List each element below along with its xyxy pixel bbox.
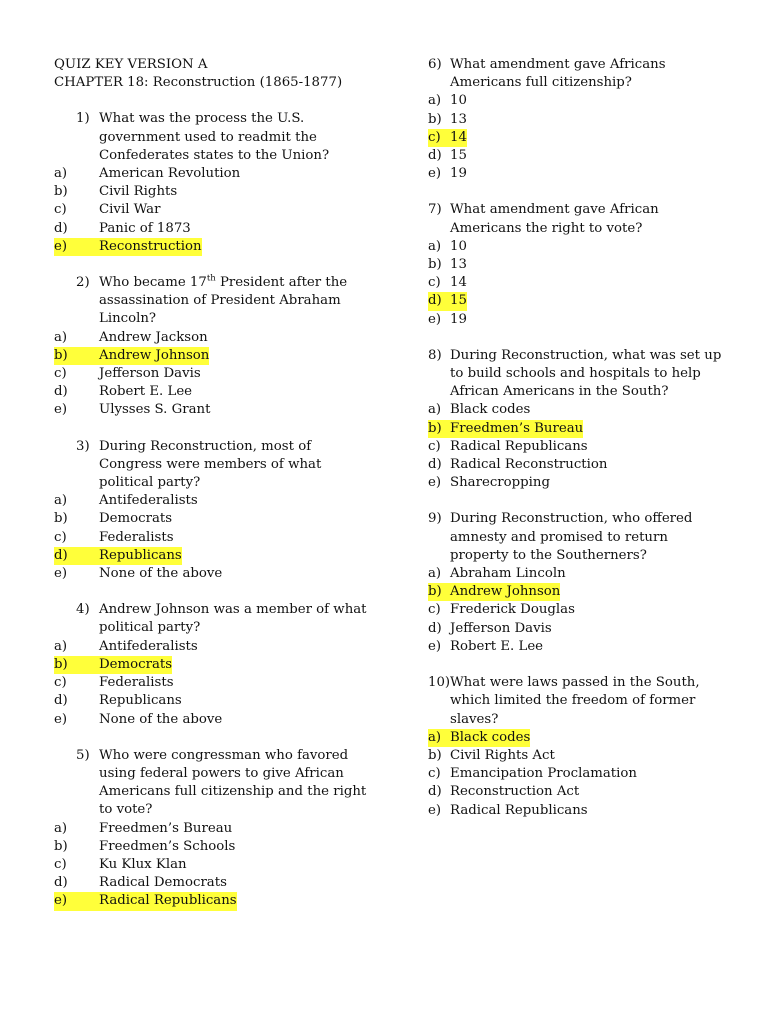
- question-text: [99, 110, 329, 165]
- question-6: [428, 56, 728, 183]
- answer-option: [428, 256, 728, 274]
- option-letter: d): [428, 148, 442, 164]
- option-text: Radical Democrats: [99, 875, 227, 891]
- question-7: [428, 201, 728, 328]
- answer-option-correct: [54, 238, 374, 256]
- question-text-line: Who were congressman who favored: [99, 747, 349, 763]
- option-letter: d): [54, 384, 68, 400]
- option-letter: c): [428, 602, 441, 618]
- question-text: [450, 347, 721, 402]
- option-letter: a): [428, 566, 442, 582]
- right-column: [428, 56, 728, 838]
- option-letter: b): [54, 184, 68, 200]
- answer-content: [428, 92, 467, 110]
- question-number: 4): [76, 602, 90, 618]
- question-text: [99, 601, 367, 637]
- option-letter: a): [54, 638, 68, 654]
- answer-content: [428, 565, 566, 583]
- answer-content: [54, 692, 182, 710]
- option-letter: a): [54, 166, 68, 182]
- option-letter: c): [428, 129, 441, 145]
- option-letter: c): [428, 275, 441, 291]
- option-letter: b): [428, 584, 442, 600]
- option-text: 14: [450, 129, 467, 145]
- question-text-line: Americans full citizenship?: [450, 75, 632, 91]
- option-text: Andrew Johnson: [450, 584, 561, 600]
- answer-option: [54, 401, 374, 419]
- option-text: Civil Rights Act: [450, 747, 555, 763]
- option-letter: a): [428, 93, 442, 109]
- question-text: [450, 56, 666, 92]
- question-stem: [428, 347, 728, 402]
- answer-content: [54, 874, 227, 892]
- answer-content: [54, 492, 198, 510]
- answer-option: [428, 456, 728, 474]
- option-text: Radical Reconstruction: [450, 457, 608, 473]
- answer-option: [54, 220, 374, 238]
- question-text-line: using federal powers to give African: [99, 765, 344, 781]
- option-letter: b): [428, 420, 442, 436]
- question-text: [450, 674, 700, 729]
- option-letter: d): [54, 875, 68, 891]
- option-text: None of the above: [99, 711, 223, 727]
- option-text: Republicans: [99, 693, 182, 709]
- question-9: [428, 510, 728, 656]
- question-stem: [428, 510, 728, 565]
- question-stem: [428, 201, 728, 237]
- answer-content: [54, 711, 222, 729]
- question-number: 3): [76, 438, 90, 454]
- option-text: Republicans: [99, 547, 182, 563]
- question-text-line: Americans full citizenship and the right: [99, 784, 367, 800]
- answer-option: [428, 238, 728, 256]
- left-column: [54, 56, 374, 929]
- question-text-line: assassination of President Abraham: [99, 293, 341, 309]
- answer-option: [54, 856, 374, 874]
- option-letter: d): [428, 293, 442, 309]
- answer-highlight: [428, 292, 467, 310]
- question-1: [54, 110, 374, 256]
- answer-option: [54, 638, 374, 656]
- answer-option: [428, 274, 728, 292]
- question-number: 5): [76, 747, 90, 763]
- option-letter: e): [428, 166, 442, 182]
- question-text-line: What were laws passed in the South,: [450, 675, 700, 691]
- answer-content: [428, 765, 637, 783]
- question-text-line: African Americans in the South?: [450, 384, 669, 400]
- option-letter: e): [428, 638, 442, 654]
- answer-content: [428, 311, 467, 329]
- question-text: [450, 201, 659, 237]
- answer-option-correct: [54, 892, 374, 910]
- option-text: Ku Klux Klan: [99, 856, 187, 872]
- answer-content: [54, 510, 172, 528]
- option-letter: a): [428, 402, 442, 418]
- question-number: 7): [428, 202, 442, 218]
- answer-option: [54, 692, 374, 710]
- answer-option: [54, 874, 374, 892]
- quiz-header: [54, 56, 374, 92]
- answer-content: [428, 474, 550, 492]
- answer-content: [54, 820, 232, 838]
- question-stem: [54, 274, 374, 329]
- answer-option: [54, 365, 374, 383]
- answer-content: [428, 747, 555, 765]
- option-letter: a): [428, 729, 442, 745]
- answer-option: [428, 601, 728, 619]
- option-text: Freedmen’s Schools: [99, 838, 236, 854]
- option-letter: d): [428, 457, 442, 473]
- option-text: Civil Rights: [99, 184, 178, 200]
- question-3: [54, 438, 374, 584]
- option-text: Jefferson Davis: [99, 366, 201, 382]
- answer-option: [428, 783, 728, 801]
- question-number: 8): [428, 347, 442, 363]
- answer-option: [54, 529, 374, 547]
- answer-option-correct: [428, 583, 728, 601]
- question-text-line: to build schools and hospitals to help: [450, 366, 701, 382]
- option-letter: c): [428, 766, 441, 782]
- option-text: Federalists: [99, 529, 174, 545]
- question-text-line: What amendment gave African: [450, 202, 659, 218]
- option-text: Radical Republicans: [450, 802, 588, 818]
- option-text: American Revolution: [99, 166, 241, 182]
- answer-content: [54, 201, 160, 219]
- option-text: Andrew Johnson: [99, 347, 210, 363]
- question-stem: [428, 56, 728, 92]
- answer-highlight: [428, 129, 467, 147]
- question-10: [428, 674, 728, 820]
- option-letter: e): [54, 402, 68, 418]
- answer-option: [54, 820, 374, 838]
- option-text: Reconstruction: [99, 238, 202, 254]
- answer-highlight: [54, 892, 237, 910]
- answer-content: [428, 401, 530, 419]
- option-text: Ulysses S. Grant: [99, 402, 211, 418]
- option-letter: a): [428, 238, 442, 254]
- answer-option: [428, 165, 728, 183]
- question-text-line: What amendment gave Africans: [450, 57, 666, 72]
- chapter-title: CHAPTER 18: Reconstruction (1865-1877): [54, 75, 343, 91]
- answer-content: [428, 601, 575, 619]
- answer-option: [428, 620, 728, 638]
- option-text: Andrew Jackson: [99, 329, 208, 345]
- question-8: [428, 347, 728, 493]
- option-text: Robert E. Lee: [450, 638, 544, 654]
- answer-option: [428, 474, 728, 492]
- answer-content: [428, 456, 607, 474]
- answer-option: [428, 92, 728, 110]
- answer-content: [54, 638, 198, 656]
- answer-content: [428, 238, 467, 256]
- answer-highlight: [54, 238, 202, 256]
- option-letter: c): [54, 856, 67, 872]
- option-letter: c): [54, 202, 67, 218]
- option-text: Democrats: [99, 511, 173, 527]
- answer-option: [428, 438, 728, 456]
- answer-option: [54, 201, 374, 219]
- answer-option: [54, 674, 374, 692]
- answer-content: [428, 165, 467, 183]
- option-letter: b): [54, 656, 68, 672]
- question-text: [99, 438, 321, 493]
- answer-option: [54, 492, 374, 510]
- option-letter: c): [54, 675, 67, 691]
- answer-option: [428, 565, 728, 583]
- answer-option-correct: [54, 547, 374, 565]
- answer-option: [428, 401, 728, 419]
- answer-content: [54, 183, 177, 201]
- quiz-title: QUIZ KEY VERSION A: [54, 57, 208, 72]
- option-text: None of the above: [99, 566, 223, 582]
- option-text: 13: [450, 257, 467, 273]
- answer-highlight: [428, 420, 583, 438]
- answer-option: [54, 565, 374, 583]
- option-letter: e): [428, 311, 442, 327]
- option-text: Panic of 1873: [99, 220, 191, 236]
- option-text: Robert E. Lee: [99, 384, 193, 400]
- question-stem: [428, 674, 728, 729]
- option-letter: a): [54, 493, 68, 509]
- question-text-line: Americans the right to vote?: [450, 220, 643, 236]
- answer-content: [54, 165, 240, 183]
- option-text: 19: [450, 166, 467, 182]
- answer-option: [428, 747, 728, 765]
- question-5: [54, 747, 374, 911]
- option-letter: a): [54, 820, 68, 836]
- answer-option: [54, 183, 374, 201]
- answer-option-correct: [54, 656, 374, 674]
- answer-content: [428, 638, 543, 656]
- option-letter: d): [54, 220, 68, 236]
- answer-option: [428, 765, 728, 783]
- answer-content: [428, 620, 552, 638]
- option-letter: b): [428, 111, 442, 127]
- option-text: Freedmen’s Bureau: [450, 420, 584, 436]
- question-text-line: Andrew Johnson was a member of what: [99, 602, 367, 618]
- question-number: 2): [76, 275, 90, 291]
- question-number: 6): [428, 57, 442, 72]
- question-stem: [54, 110, 374, 165]
- question-text-line: political party?: [99, 620, 201, 636]
- question-text-line: During Reconstruction, what was set up: [450, 347, 722, 363]
- option-letter: d): [54, 547, 68, 563]
- answer-option-correct: [428, 420, 728, 438]
- answer-highlight: [54, 656, 172, 674]
- answer-option-correct: [428, 729, 728, 747]
- question-text-line: Confederates states to the Union?: [99, 147, 330, 163]
- question-list-left: [54, 110, 374, 910]
- option-text: Radical Republicans: [99, 893, 237, 909]
- answer-content: [428, 274, 467, 292]
- option-text: 19: [450, 311, 467, 327]
- answer-option: [54, 383, 374, 401]
- option-text: Jefferson Davis: [450, 620, 552, 636]
- question-4: [54, 601, 374, 728]
- answer-content: [54, 329, 208, 347]
- answer-content: [54, 674, 174, 692]
- answer-content: [428, 802, 588, 820]
- question-text-line: What was the process the U.S.: [99, 111, 305, 127]
- question-text-part: Who became 17: [99, 275, 207, 291]
- answer-option: [54, 838, 374, 856]
- question-number: 1): [76, 111, 90, 127]
- answer-option-correct: [428, 292, 728, 310]
- answer-content: [54, 365, 201, 383]
- question-text: [450, 510, 692, 565]
- answer-content: [54, 401, 210, 419]
- option-text: 10: [450, 238, 467, 254]
- answer-highlight: [54, 347, 209, 365]
- ordinal-superscript: th: [206, 273, 216, 284]
- answer-option: [54, 510, 374, 528]
- option-text: Sharecropping: [450, 475, 550, 491]
- question-number: 9): [428, 511, 442, 527]
- answer-option-correct: [54, 347, 374, 365]
- answer-content: [428, 438, 588, 456]
- question-text-line: which limited the freedom of former: [450, 693, 696, 709]
- option-text: 10: [450, 93, 467, 109]
- question-text-line: property to the Southerners?: [450, 547, 647, 563]
- option-letter: b): [428, 747, 442, 763]
- question-text-line: to vote?: [99, 802, 153, 818]
- option-text: Radical Republicans: [450, 438, 588, 454]
- option-text: 13: [450, 111, 467, 127]
- option-text: 15: [450, 293, 467, 309]
- answer-option-correct: [428, 129, 728, 147]
- option-letter: b): [54, 511, 68, 527]
- question-text-line: government used to readmit the: [99, 129, 317, 145]
- option-letter: c): [428, 438, 441, 454]
- option-text: Black codes: [450, 402, 531, 418]
- question-list-right: [428, 56, 728, 820]
- question-text-part: President after the: [215, 275, 348, 291]
- answer-option: [428, 311, 728, 329]
- answer-content: [54, 220, 191, 238]
- answer-content: [54, 565, 222, 583]
- option-text: Federalists: [99, 675, 174, 691]
- option-letter: b): [54, 347, 68, 363]
- option-text: Civil War: [99, 202, 161, 218]
- option-text: Democrats: [99, 656, 173, 672]
- question-text-line: [99, 274, 347, 292]
- question-stem: [54, 601, 374, 637]
- question-text: [99, 747, 366, 820]
- option-text: 14: [450, 275, 467, 291]
- option-text: Antifederalists: [99, 493, 198, 509]
- question-number: 10): [428, 675, 451, 691]
- answer-option: [54, 711, 374, 729]
- answer-option: [54, 165, 374, 183]
- option-letter: d): [428, 784, 442, 800]
- option-letter: e): [428, 475, 442, 491]
- question-text-line: amnesty and promised to return: [450, 529, 668, 545]
- answer-option: [428, 802, 728, 820]
- answer-content: [428, 783, 579, 801]
- answer-content: [54, 838, 235, 856]
- option-letter: b): [428, 257, 442, 273]
- option-text: Reconstruction Act: [450, 784, 580, 800]
- question-stem: [54, 438, 374, 493]
- option-text: Frederick Douglas: [450, 602, 575, 618]
- option-text: Antifederalists: [99, 638, 198, 654]
- answer-content: [428, 111, 467, 129]
- answer-content: [428, 147, 467, 165]
- option-letter: b): [54, 838, 68, 854]
- option-text: Freedmen’s Bureau: [99, 820, 233, 836]
- answer-content: [428, 256, 467, 274]
- answer-option: [54, 329, 374, 347]
- option-letter: e): [54, 711, 68, 727]
- answer-content: [54, 856, 187, 874]
- answer-option: [428, 111, 728, 129]
- answer-content: [54, 383, 192, 401]
- option-text: Emancipation Proclamation: [450, 766, 637, 782]
- option-letter: d): [428, 620, 442, 636]
- option-letter: e): [428, 802, 442, 818]
- question-2: [54, 274, 374, 420]
- option-letter: e): [54, 566, 68, 582]
- option-letter: c): [54, 366, 67, 382]
- option-text: 15: [450, 148, 467, 164]
- question-text-line: Lincoln?: [99, 311, 157, 327]
- answer-option: [428, 638, 728, 656]
- question-text-line: slaves?: [450, 711, 499, 727]
- question-stem: [54, 747, 374, 820]
- option-text: Black codes: [450, 729, 531, 745]
- question-text-line: political party?: [99, 475, 201, 491]
- option-text: Abraham Lincoln: [450, 566, 566, 582]
- question-text: [99, 274, 347, 329]
- option-letter: e): [54, 893, 68, 909]
- option-letter: e): [54, 238, 68, 254]
- answer-highlight: [54, 547, 182, 565]
- question-text-line: Congress were members of what: [99, 456, 322, 472]
- option-letter: a): [54, 329, 68, 345]
- answer-content: [54, 529, 174, 547]
- question-text-line: During Reconstruction, most of: [99, 438, 312, 454]
- option-letter: c): [54, 529, 67, 545]
- answer-option: [428, 147, 728, 165]
- answer-highlight: [428, 583, 560, 601]
- option-letter: d): [54, 693, 68, 709]
- answer-highlight: [428, 729, 530, 747]
- question-text-line: During Reconstruction, who offered: [450, 511, 693, 527]
